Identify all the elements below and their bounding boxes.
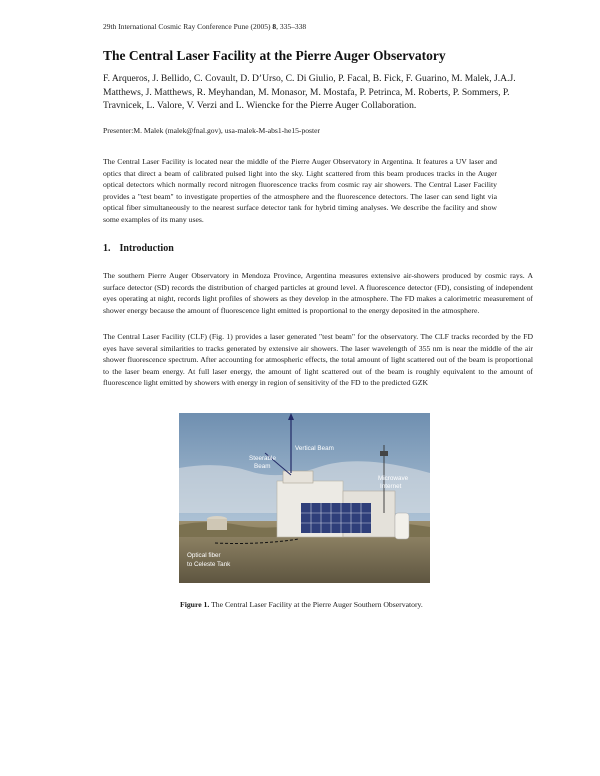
label-microwave-line2: Internet bbox=[380, 483, 402, 490]
solar-panels bbox=[301, 503, 371, 533]
conference-name: 29th International Cosmic Ray Conference Pune (2005) bbox=[103, 22, 271, 31]
figure-caption bbox=[180, 600, 423, 609]
intro-paragraph-2: The Central Laser Facility (CLF) (Fig. 1) provides a laser generated "test beam" for the observatory. The CLF tracks recorded by the FD eyes have several similarities to tracks generated by extensive air showers. The laser wavelength of 355 nm is near the middle of the air shower fluorescence spectrum. After accounting for atmospheric effects, the total amount of light scattered out of the beam is proportional to the laser beam energy. At full laser energy, the amount of light scattered out of the beam is roughly equivalent to the amount of fluorescence light emitted by showers with energy in region of sensitivity of the FD to the predicted GZK bbox=[103, 332, 533, 388]
caption-label: Figure 1. bbox=[180, 600, 210, 609]
caption-text: The Central Laser Facility at the Pierre Auger Southern Observatory. bbox=[209, 600, 423, 609]
presenter-line: Presenter:M. Malek (malek@fnal.gov), usa-malek-M-abs1-he15-poster bbox=[103, 126, 321, 135]
section-number: 1. bbox=[103, 243, 111, 254]
section-title: Introduction bbox=[119, 243, 174, 254]
section-heading bbox=[103, 243, 174, 254]
label-microwave-line1: Microwave bbox=[378, 475, 409, 482]
author-list: F. Arqueros, J. Bellido, C. Covault, D. D’Urso, C. Di Giulio, P. Facal, B. Fick, F. Guarino, M. Malek, J.A.J. Matthews, J. Matthews, R. Meyhandan, M. Monasor, M. Mostafa, P. Petrinca, M. Roberts, P. Sommers, P. Travnicek, L. Valore, V. Verzi and L. Wiencke for the Pierre Auger Collaboration. bbox=[103, 73, 516, 112]
figure-photo bbox=[179, 413, 430, 583]
label-steerable-line1: Steerable bbox=[249, 455, 276, 462]
roof-hatch bbox=[283, 471, 313, 483]
paper-title: The Central Laser Facility at the Pierre Auger Observatory bbox=[103, 48, 446, 63]
label-vertical-beam: Vertical Beam bbox=[295, 445, 334, 452]
label-fiber-line1: Optical fiber bbox=[187, 552, 221, 559]
label-steerable-line2: Beam bbox=[254, 463, 271, 470]
running-header bbox=[103, 22, 306, 31]
microwave-dish bbox=[380, 451, 388, 456]
clf-photo-illustration bbox=[179, 413, 430, 583]
right-tank bbox=[395, 513, 409, 539]
abstract: The Central Laser Facility is located near the middle of the Pierre Auger Observatory in Argentina. It features a UV laser and optics that direct a beam of calibrated pulsed light into the sky. Light scattered from this beam produces tracks in the Auger optical detectors which normally record nitrogen fluorescence tracks from cosmic ray air showers. The Central Laser Facility provides a "test beam" to investigate properties of the atmosphere and the fluorescence detectors. The laser can send light via optical fiber simultaneously to the nearest surface detector tank for hybrid timing analyses. We describe the facility and show some examples of its many uses. bbox=[103, 157, 497, 224]
label-fiber-line2: to Celeste Tank bbox=[187, 561, 231, 568]
intro-paragraph-1: The southern Pierre Auger Observatory in Mendoza Province, Argentina measures extensive air-showers produced by cosmic rays. A surface detector (SD) records the distribution of charged particles at ground level. A fluorescence detector (FD), consisting of independent eyes operating at night, records light profiles of showers as they develop in the atmosphere. The FD makes a calorimetric measurement of shower energy because the amount of fluorescence light emitted is proportional to the energy deposited in the atmosphere. bbox=[103, 271, 533, 315]
page-range: , 335–338 bbox=[276, 22, 307, 31]
volume-number: 8 bbox=[272, 22, 277, 31]
left-tank bbox=[207, 519, 227, 530]
